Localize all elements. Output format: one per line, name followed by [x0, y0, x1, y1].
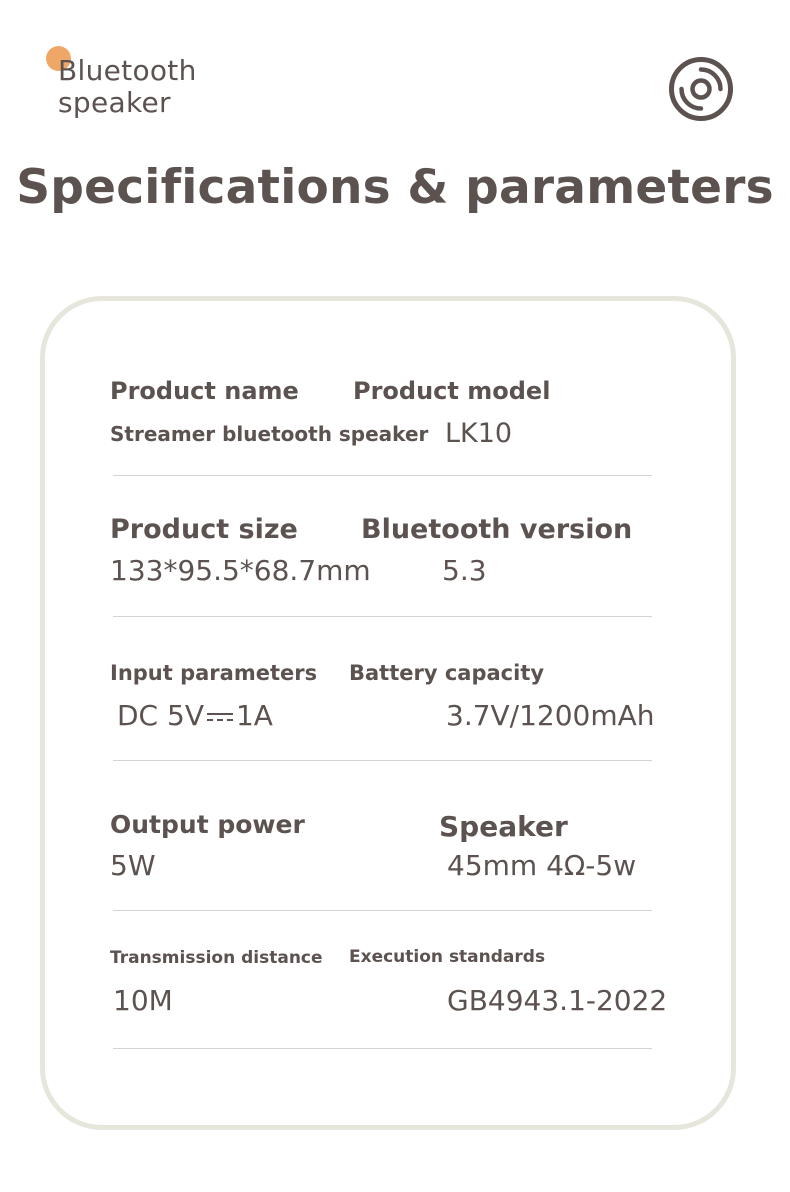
speaker-value: 45mm 4Ω-5w — [447, 849, 637, 882]
product-model-value: LK10 — [445, 418, 513, 449]
transmission-distance-value: 10M — [113, 984, 173, 1017]
divider — [113, 616, 652, 617]
divider — [113, 475, 652, 476]
speaker-label: Speaker — [439, 810, 568, 843]
product-size-value: 133*95.5*68.7mm — [110, 554, 371, 587]
product-name-label: Product name — [110, 377, 299, 405]
battery-capacity-label: Battery capacity — [349, 661, 545, 685]
product-model-label: Product model — [353, 377, 551, 405]
divider — [113, 760, 652, 761]
execution-standards-value: GB4943.1-2022 — [447, 984, 668, 1017]
transmission-distance-label: Transmission distance — [110, 948, 323, 968]
brand-line-2: speaker — [58, 86, 171, 119]
bluetooth-version-value: 5.3 — [442, 554, 487, 587]
input-current: 1A — [235, 699, 273, 732]
output-power-label: Output power — [110, 810, 305, 839]
dc-symbol-icon — [205, 710, 235, 724]
disc-icon — [668, 56, 734, 122]
brand-name — [58, 55, 197, 119]
bluetooth-version-label: Bluetooth version — [361, 514, 633, 545]
input-parameters-label: Input parameters — [110, 661, 318, 685]
execution-standards-label: Execution standards — [349, 947, 546, 967]
brand-line-1: Bluetooth — [58, 54, 197, 87]
input-parameters-value — [117, 699, 273, 732]
input-voltage: DC 5V — [117, 699, 204, 732]
divider — [113, 910, 652, 911]
product-name-value: Streamer bluetooth speaker — [110, 422, 429, 446]
product-size-label: Product size — [110, 514, 298, 545]
battery-capacity-value: 3.7V/1200mAh — [446, 699, 655, 732]
divider — [113, 1048, 652, 1049]
output-power-value: 5W — [110, 849, 156, 882]
page-title: Specifications & parameters — [16, 160, 774, 215]
